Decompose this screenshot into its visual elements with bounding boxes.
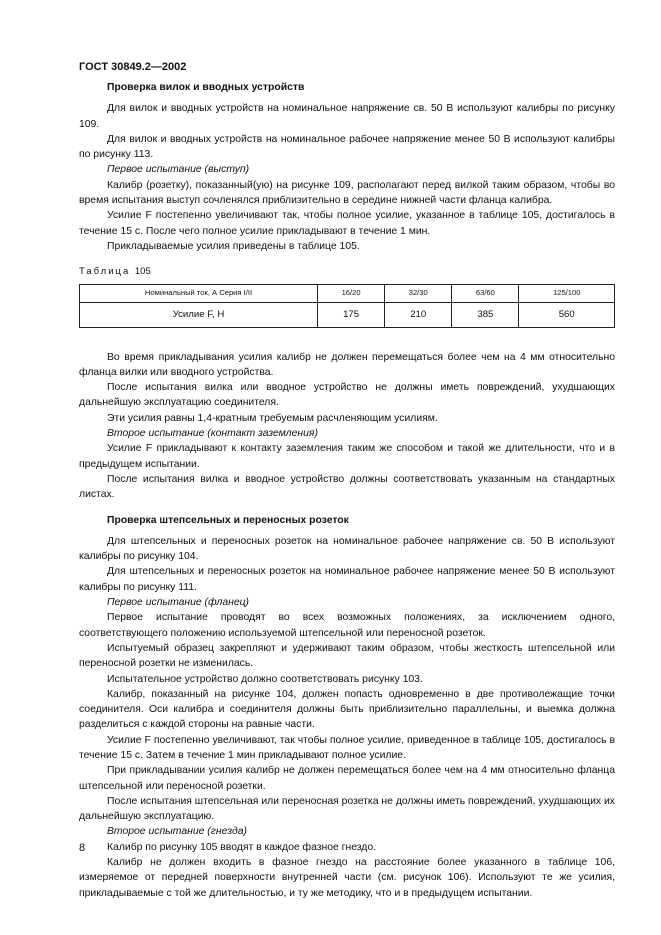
page-number: 8: [79, 842, 86, 854]
table-header-cell: 125/100: [519, 284, 615, 302]
paragraph: Калибр по рисунку 105 вводят в каждое фазное гнездо.: [107, 841, 377, 853]
paragraph: Калибр, показанный на рисунке 104, должен попасть одновременно в две противолежащие точки соединителя. Оси калибра и соединителя должны быть приблизительно параллельны, и выемка должна разделиться с каждой стороны на равные части.: [79, 688, 615, 731]
test-heading: Второе испытание (гнезда): [107, 826, 247, 838]
paragraph: Эти усилия равны 1,4-кратным требуемым расчленяющим усилиям.: [107, 412, 438, 424]
test-heading: Первое испытание (выступ): [107, 164, 250, 176]
table-header-cell: 63/60: [452, 284, 519, 302]
table-cell: Усилие F, Н: [80, 302, 318, 327]
paragraph: После испытания вилка и вводное устройство должны соответствовать указанным на стандартных листах.: [79, 473, 615, 501]
paragraph: Для штепсельных и переносных розеток на номинальное рабочее напряжение св. 50 В используют калибры по рисунку 104.: [79, 535, 615, 563]
paragraph: Во время прикладывания усилия калибр не должен перемещаться более чем на 4 мм относительно фланца вилки или вводного устройства.: [79, 351, 615, 378]
table-cell: 175: [318, 302, 385, 327]
section-heading-plugs: Проверка вилок и вводных устройств: [107, 82, 305, 93]
section-heading-sockets: Проверка штепсельных и переносных розеток: [107, 514, 349, 526]
table-caption: Таблица 105: [79, 266, 151, 278]
paragraph: Прикладываемые усилия приведены в таблице 105.: [107, 240, 360, 252]
paragraph: При прикладывании усилия калибр не должен перемещаться более чем на 4 мм относительно фланца штепсельной или переносной розетки.: [79, 765, 615, 792]
test-heading: Второе испытание (контакт заземления): [107, 428, 318, 440]
table-number: 105: [134, 266, 151, 278]
document-body: [79, 80, 615, 901]
paragraph: Усилие F постепенно увеличивают, так чтобы полное усилие, приведенное в таблице 105, достигалось в течение 15 с. Затем в течение 1 мин прикладывают полное усилие.: [79, 734, 615, 761]
table-header-cell: 32/30: [385, 284, 452, 302]
paragraph: После испытания штепсельная или переносная розетка не должны иметь повреждений, ухудшающих их дальнейшую эксплуатацию.: [79, 795, 615, 823]
paragraph: Испытуемый образец закрепляют и удерживают таким образом, чтобы жесткость штепсельной или переносной розетки не изменилась.: [79, 642, 615, 670]
table-cell: 385: [452, 302, 519, 327]
table-header-row: [80, 284, 615, 302]
paragraph: Для штепсельных и переносных розеток на номинальное рабочее напряжение менее 50 В используют калибры по рисунку 111.: [79, 566, 615, 593]
table-header-cell: 16/20: [318, 284, 385, 302]
paragraph: Калибр (розетку), показанный(ую) на рисунке 109, располагают перед вилкой таким образом, чтобы во время испытания выступ сочленялся приблизительно в середине нижней части фланца калибра.: [79, 179, 615, 207]
table-header-cell: Номинальный ток, А Серия I/II: [80, 284, 318, 302]
paragraph: Испытательное устройство должно соответствовать рисунку 103.: [107, 673, 423, 685]
paragraph: Усилие F прикладывают к контакту заземления таким же способом и такой же длительности, что и в предыдущем испытании.: [79, 443, 615, 470]
paragraph: Для вилок и вводных устройств на номинальное напряжение св. 50 В используют калибры по рисунку 109.: [79, 103, 615, 130]
paragraph: Усилие F постепенно увеличивают так, чтобы полное усилие, указанное в таблице 105, достигалось в течение 15 с. После чего полное усилие прикладывают в течение 1 мин.: [79, 210, 615, 237]
test-heading: Первое испытание (фланец): [107, 597, 249, 609]
table-cell: 560: [519, 302, 615, 327]
paragraph: Калибр не должен входить в фазное гнездо на расстояние более указанного в таблице 106, измеряемое от передней поверхности внутренней части (см. рисунок 106). Используют те же усилия, прикладываемые с той же длительностью, и ту же методику, что и в предыдущем испытании.: [79, 857, 615, 899]
table-row: [80, 302, 615, 327]
table-cell: 210: [385, 302, 452, 327]
paragraph: Первое испытание проводят во всех возможных положениях, за исключением одного, соответствующего положению используемой штепсельной или переносной розеток.: [79, 612, 615, 639]
paragraph: После испытания вилка или вводное устройство не должны иметь повреждений, ухудшающих дальнейшую эксплуатацию соединителя.: [79, 382, 615, 409]
paragraph: Для вилок и вводных устройств на номинальное рабочее напряжение менее 50 В используют калибры по рисунку 113.: [79, 133, 615, 161]
document-header: ГОСТ 30849.2—2002: [79, 61, 187, 73]
force-table: [79, 284, 615, 328]
